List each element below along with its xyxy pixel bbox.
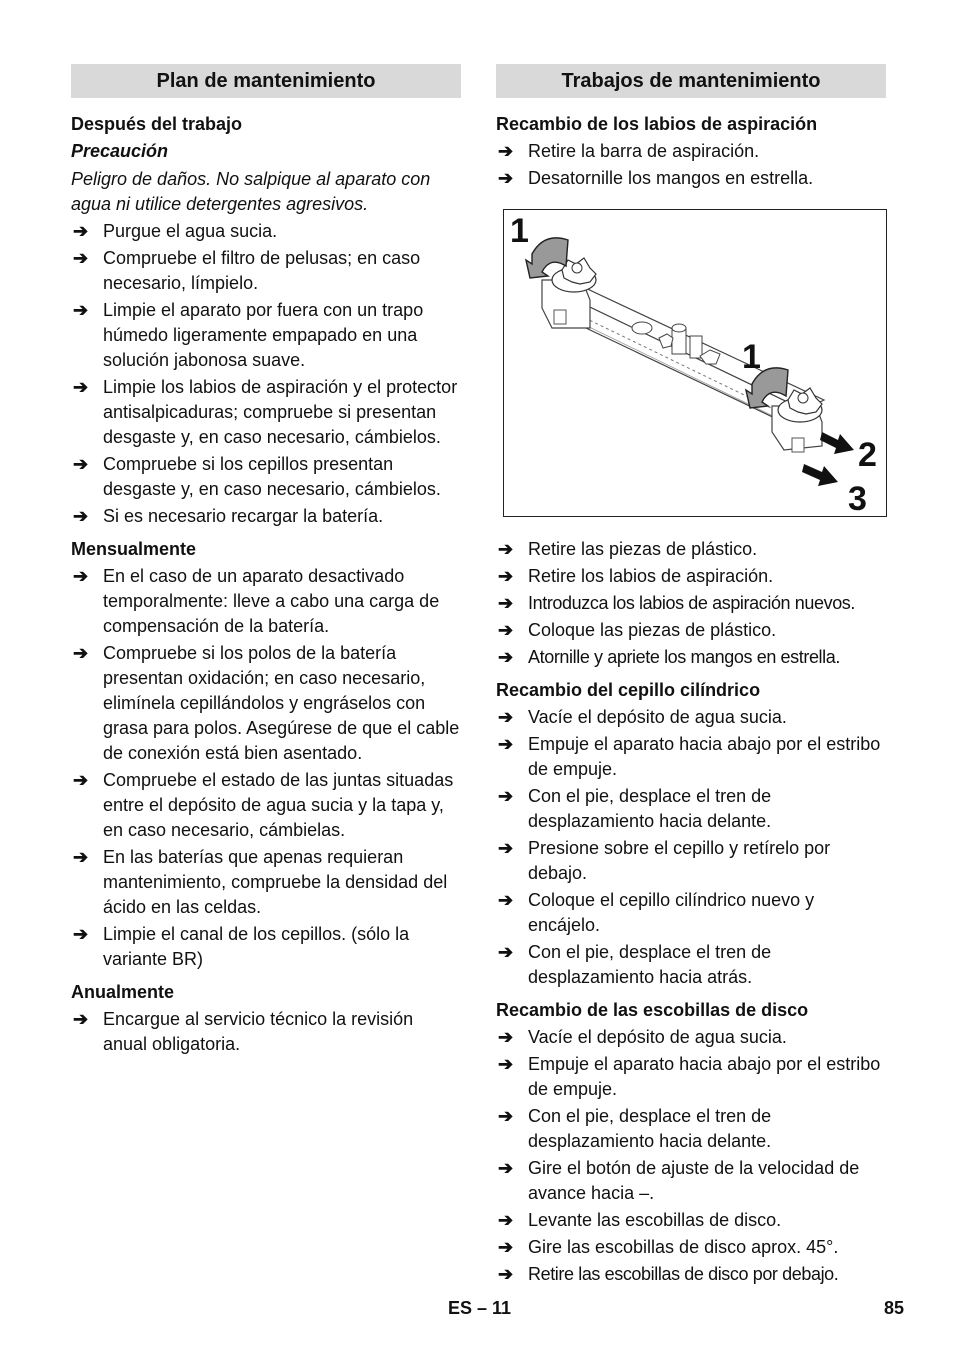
list-item bbox=[71, 845, 461, 920]
list-item-text: En las baterías que apenas requieran mantenimiento, compruebe la densidad del ácido en las celdas. bbox=[103, 847, 448, 917]
monthly-steps bbox=[71, 564, 461, 972]
list-item-text: Retire las piezas de plástico. bbox=[528, 539, 758, 559]
arrow-right-icon: ➔ bbox=[498, 707, 514, 727]
heading-monthly: Mensualmente bbox=[71, 539, 197, 559]
heading-annual: Anualmente bbox=[71, 982, 175, 1002]
arrow-right-icon: ➔ bbox=[498, 1264, 513, 1284]
section-header-plan: Plan de mantenimiento bbox=[71, 64, 461, 98]
list-item bbox=[71, 504, 461, 529]
arrow-right-icon: ➔ bbox=[73, 770, 89, 790]
list-item-text: Desatornille los mangos en estrella. bbox=[528, 168, 814, 188]
arrow-right-icon: ➔ bbox=[73, 566, 89, 586]
list-item bbox=[496, 1104, 886, 1154]
heading-disc-brush: Recambio de las escobillas de disco bbox=[496, 1000, 809, 1020]
arrow-right-icon: ➔ bbox=[498, 942, 514, 962]
list-item bbox=[496, 784, 886, 834]
list-item bbox=[496, 139, 886, 164]
arrow-right-icon: ➔ bbox=[498, 786, 514, 806]
suction-lips-steps-before bbox=[496, 139, 886, 191]
list-item-text: Vacíe el depósito de agua sucia. bbox=[528, 1027, 787, 1047]
suction-bar-drawing bbox=[504, 210, 886, 516]
list-item bbox=[496, 1052, 886, 1102]
after-work-steps bbox=[71, 219, 461, 529]
arrow-right-icon: ➔ bbox=[498, 539, 514, 559]
arrow-right-icon: ➔ bbox=[498, 734, 514, 754]
list-item-text: Levante las escobillas de disco. bbox=[528, 1210, 782, 1230]
list-item-text: Compruebe si los polos de la batería presentan oxidación; en caso necesario, elimínela cepillándolos y engráselos con grasa para polos. Asegúrese de que el cable de conexión está bien asentado. bbox=[103, 643, 460, 763]
list-item-text: Compruebe el estado de las juntas situadas entre el depósito de agua sucia y la tapa y, en caso necesario, cámbielas. bbox=[103, 770, 454, 840]
list-item-text: Coloque las piezas de plástico. bbox=[528, 620, 777, 640]
arrow-right-icon: ➔ bbox=[73, 377, 89, 397]
list-item-text: Empuje el aparato hacia abajo por el estribo de empuje. bbox=[528, 734, 881, 779]
arrow-right-icon: ➔ bbox=[498, 566, 514, 586]
list-item-text: Retire la barra de aspiración. bbox=[528, 141, 760, 161]
disc-brush-steps bbox=[496, 1025, 886, 1287]
list-item bbox=[496, 836, 886, 886]
heading-roller-brush: Recambio del cepillo cilíndrico bbox=[496, 680, 761, 700]
list-item-text: Presione sobre el cepillo y retírelo por debajo. bbox=[528, 838, 831, 883]
heading-after-work: Después del trabajo bbox=[71, 114, 243, 134]
figure-label-1a: 1 bbox=[510, 212, 529, 250]
list-item bbox=[71, 768, 461, 843]
list-item-text: Si es necesario recargar la batería. bbox=[103, 506, 384, 526]
list-item-text: Limpie el aparato por fuera con un trapo húmedo ligeramente empapado en una solución jabonosa suave. bbox=[103, 300, 424, 370]
list-item-text: Retire las escobillas de disco por debajo. bbox=[528, 1264, 839, 1284]
figure-label-2: 2 bbox=[858, 436, 877, 474]
list-item-text: Con el pie, desplace el tren de desplazamiento hacia delante. bbox=[528, 786, 772, 831]
list-item bbox=[496, 645, 886, 670]
list-item bbox=[496, 1208, 886, 1233]
list-item bbox=[496, 166, 886, 191]
list-item-text: Introduzca los labios de aspiración nuevos. bbox=[528, 593, 856, 613]
arrow-right-icon: ➔ bbox=[498, 1210, 514, 1230]
list-item-text: En el caso de un aparato desactivado temporalmente: lleve a cabo una carga de compensación de la batería. bbox=[103, 566, 440, 636]
list-item bbox=[496, 705, 886, 730]
list-item bbox=[71, 922, 461, 972]
list-item-text: Purgue el agua sucia. bbox=[103, 221, 278, 241]
list-item bbox=[496, 1235, 886, 1260]
caution-text: Peligro de daños. No salpique al aparato con agua ni utilice detergentes agresivos. bbox=[71, 169, 431, 214]
arrow-right-icon: ➔ bbox=[498, 1027, 514, 1047]
arrow-right-icon: ➔ bbox=[498, 1158, 514, 1178]
arrow-right-icon: ➔ bbox=[73, 924, 89, 944]
arrow-right-icon: ➔ bbox=[498, 141, 514, 161]
caution-title: Precaución bbox=[71, 141, 169, 161]
list-item-text: Con el pie, desplace el tren de desplazamiento hacia delante. bbox=[528, 1106, 772, 1151]
arrow-right-icon: ➔ bbox=[73, 847, 89, 867]
arrow-right-icon: ➔ bbox=[73, 300, 89, 320]
left-column bbox=[71, 64, 461, 1061]
list-item bbox=[71, 641, 461, 766]
arrow-right-icon: ➔ bbox=[73, 506, 89, 526]
list-item bbox=[496, 888, 886, 938]
arrow-right-icon: ➔ bbox=[498, 838, 514, 858]
list-item bbox=[496, 564, 886, 589]
arrow-right-icon: ➔ bbox=[498, 1106, 514, 1126]
list-item-text: Coloque el cepillo cilíndrico nuevo y encájelo. bbox=[528, 890, 815, 935]
list-item-text: Compruebe el filtro de pelusas; en caso necesario, límpielo. bbox=[103, 248, 421, 293]
section-header-maintenance: Trabajos de mantenimiento bbox=[496, 64, 886, 98]
list-item bbox=[71, 1007, 461, 1057]
list-item bbox=[496, 940, 886, 990]
list-item bbox=[71, 452, 461, 502]
arrow-right-icon: ➔ bbox=[73, 643, 89, 663]
list-item bbox=[71, 298, 461, 373]
list-item bbox=[71, 219, 461, 244]
annual-steps bbox=[71, 1007, 461, 1057]
roller-brush-steps bbox=[496, 705, 886, 990]
arrow-right-icon: ➔ bbox=[498, 620, 514, 640]
list-item bbox=[496, 732, 886, 782]
list-item-text: Empuje el aparato hacia abajo por el estribo de empuje. bbox=[528, 1054, 881, 1099]
arrow-right-icon: ➔ bbox=[73, 1009, 89, 1029]
suction-bar-illustration bbox=[503, 209, 887, 517]
list-item bbox=[71, 375, 461, 450]
list-item-text: Gire el botón de ajuste de la velocidad de avance hacia –. bbox=[528, 1158, 860, 1203]
figure-label-3: 3 bbox=[848, 480, 867, 516]
arrow-right-icon: ➔ bbox=[73, 248, 89, 268]
list-item bbox=[496, 1156, 886, 1206]
heading-suction-lips: Recambio de los labios de aspiración bbox=[496, 114, 818, 134]
list-item-text: Encargue al servicio técnico la revisión anual obligatoria. bbox=[103, 1009, 414, 1054]
suction-lips-steps-after bbox=[496, 537, 886, 670]
list-item bbox=[496, 591, 886, 616]
list-item bbox=[71, 564, 461, 639]
right-column bbox=[496, 64, 886, 1291]
arrow-right-icon: ➔ bbox=[73, 454, 89, 474]
arrow-right-icon: ➔ bbox=[498, 647, 513, 667]
arrow-right-icon: ➔ bbox=[73, 221, 89, 241]
arrow-right-icon: ➔ bbox=[498, 593, 513, 613]
arrow-right-icon: ➔ bbox=[498, 1237, 514, 1257]
list-item-text: Limpie los labios de aspiración y el protector antisalpicaduras; compruebe si presentan desgaste y, en caso necesario, cámbielos. bbox=[103, 377, 458, 447]
list-item-text: Retire los labios de aspiración. bbox=[528, 566, 774, 586]
list-item-text: Limpie el canal de los cepillos. (sólo la variante BR) bbox=[103, 924, 410, 969]
list-item bbox=[496, 618, 886, 643]
footer-language-page: ES – 11 bbox=[448, 1298, 512, 1318]
list-item bbox=[71, 246, 461, 296]
figure-label-1b: 1 bbox=[742, 338, 761, 376]
list-item bbox=[496, 1025, 886, 1050]
list-item bbox=[496, 537, 886, 562]
list-item bbox=[496, 1262, 886, 1287]
page-number: 85 bbox=[884, 1298, 905, 1318]
list-item-text: Gire las escobillas de disco aprox. 45°. bbox=[528, 1237, 839, 1257]
arrow-right-icon: ➔ bbox=[498, 168, 514, 188]
arrow-right-icon: ➔ bbox=[498, 1054, 514, 1074]
list-item-text: Compruebe si los cepillos presentan desgaste y, en caso necesario, cámbielos. bbox=[103, 454, 441, 499]
arrow-right-icon: ➔ bbox=[498, 890, 514, 910]
list-item-text: Atornille y apriete los mangos en estrella. bbox=[528, 647, 840, 667]
list-item-text: Vacíe el depósito de agua sucia. bbox=[528, 707, 787, 727]
list-item-text: Con el pie, desplace el tren de desplazamiento hacia atrás. bbox=[528, 942, 772, 987]
